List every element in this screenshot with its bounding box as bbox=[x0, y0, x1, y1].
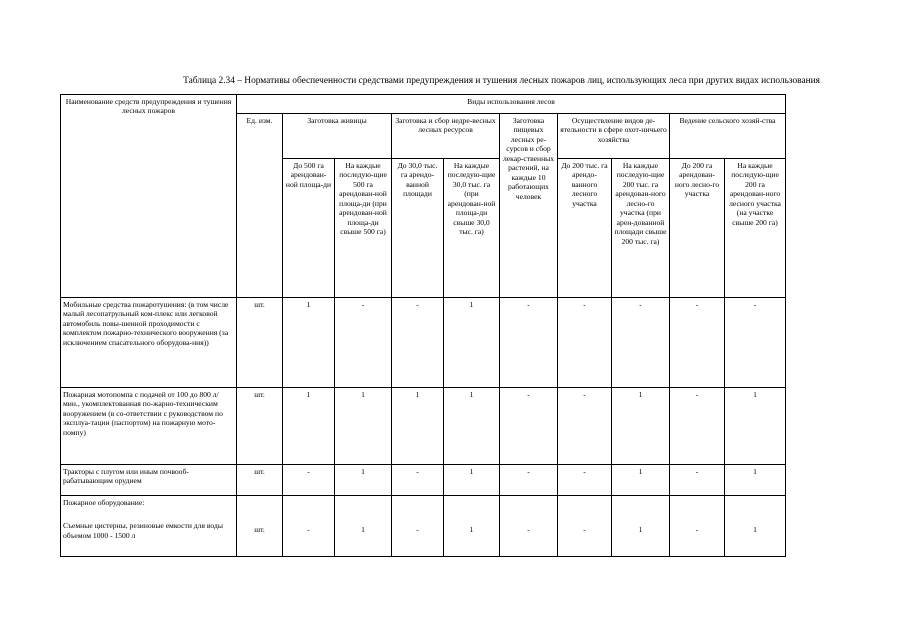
cell-value: - bbox=[500, 496, 558, 557]
cell-value: 1 bbox=[725, 496, 786, 557]
cell-value: 1 bbox=[444, 388, 500, 465]
cell-value: 1 bbox=[612, 388, 670, 465]
cell-value: - bbox=[558, 388, 612, 465]
row-unit: шт. bbox=[237, 496, 283, 557]
cell-value: 1 bbox=[612, 465, 670, 496]
cell-value: 1 bbox=[725, 388, 786, 465]
cell-value: 1 bbox=[612, 496, 670, 557]
header-unit-col: Ед. изм. bbox=[237, 114, 283, 298]
cell-value: - bbox=[392, 496, 444, 557]
table-row bbox=[61, 388, 786, 465]
cell-value: 1 bbox=[335, 388, 392, 465]
row-name: Пожарная мотопомпа с подачей от 100 до 800 л/мин., укомплектованная по-жарно-техническим вооружением (в со-ответствии с руководством по эксплуа-тации (паспортом) на пожарную мото-помпу) bbox=[61, 388, 237, 465]
table-row bbox=[61, 465, 786, 496]
cell-value: - bbox=[392, 465, 444, 496]
table-row bbox=[61, 496, 786, 557]
cell-value: 1 bbox=[444, 496, 500, 557]
row-unit: шт. bbox=[237, 388, 283, 465]
cell-value: - bbox=[558, 298, 612, 388]
row-name-text: Съемные цистерны, резиновые емкости для воды объемом 1000 - 1500 л bbox=[63, 521, 223, 540]
header-group-agriculture: Ведение сельского хозяй-ства bbox=[670, 114, 786, 159]
cell-value: 1 bbox=[283, 388, 335, 465]
cell-value: - bbox=[670, 496, 725, 557]
header-group-nonwood: Заготовка и сбор недре-весных лесных ресурсов bbox=[392, 114, 500, 159]
cell-value: - bbox=[612, 298, 670, 388]
subheader-resin-extra: На каждые последую-щие 500 га арендован-ной площа-ди (при арендован-ной площа-ди свыше 500 га) bbox=[335, 159, 392, 298]
subheader-agriculture-extra: На каждые последую-щие 200 га арендован-ного лесного участка (на участке свыше 200 га) bbox=[725, 159, 786, 298]
header-name-col: Наименование средств предупреждения и тушения лесных пожаров bbox=[61, 95, 237, 298]
cell-value: - bbox=[670, 465, 725, 496]
row-name bbox=[61, 496, 237, 557]
row-unit: шт. bbox=[237, 298, 283, 388]
header-group-food: Заготовка пищевых лесных ре-сурсов и сбор лекар-ственных растений, на каждые 10 работающих человек bbox=[500, 114, 558, 298]
cell-value: - bbox=[283, 465, 335, 496]
cell-value: - bbox=[558, 496, 612, 557]
cell-value: - bbox=[500, 298, 558, 388]
cell-value: - bbox=[670, 388, 725, 465]
cell-value: - bbox=[670, 298, 725, 388]
subheader-hunting-base: До 200 тыс. га арендо-ванного лесного участка bbox=[558, 159, 612, 298]
norms-table bbox=[60, 94, 786, 557]
cell-value: 1 bbox=[444, 465, 500, 496]
cell-value: - bbox=[725, 298, 786, 388]
row-name-section-title: Пожарное оборудование: bbox=[63, 498, 145, 507]
cell-value: 1 bbox=[283, 298, 335, 388]
subheader-nonwood-extra: На каждые последую-щие 30,0 тыс. га (при арендован-ной площа-ди свыше 30,0 тыс. га) bbox=[444, 159, 500, 298]
header-uses-of-forests: Виды использования лесов bbox=[237, 95, 786, 114]
row-name: Мобильные средства пожаротушения: (в том числе малый лесопатрульный ком-плекс или легковой автомобиль повы-шенной проходимости с комплектом пожарно-технического вооружения (за исключением спасательного оборудова-ния)) bbox=[61, 298, 237, 388]
cell-value: 1 bbox=[335, 465, 392, 496]
cell-value: 1 bbox=[335, 496, 392, 557]
subheader-nonwood-base: До 30,0 тыс. га арендо-ванной площади bbox=[392, 159, 444, 298]
header-row-1 bbox=[61, 95, 786, 114]
cell-value: - bbox=[500, 465, 558, 496]
cell-value: - bbox=[283, 496, 335, 557]
subheader-resin-base: До 500 га арендован-ной площа-ди bbox=[283, 159, 335, 298]
cell-value: - bbox=[500, 388, 558, 465]
subheader-agriculture-base: До 200 га арендован-ного лесно-го участка bbox=[670, 159, 725, 298]
cell-value: - bbox=[558, 465, 612, 496]
header-group-resin: Заготовка живицы bbox=[283, 114, 392, 159]
cell-value: 1 bbox=[392, 388, 444, 465]
cell-value: - bbox=[335, 298, 392, 388]
cell-value: - bbox=[392, 298, 444, 388]
cell-value: 1 bbox=[444, 298, 500, 388]
table-caption: Таблица 2.34 – Нормативы обеспеченности средствами предупреждения и тушения лесных пожаров лиц, использующих леса при других видах использования bbox=[183, 76, 820, 86]
cell-value: 1 bbox=[725, 465, 786, 496]
row-name: Тракторы с плугом или иным почвооб-рабатывающим орудием bbox=[61, 465, 237, 496]
row-unit: шт. bbox=[237, 465, 283, 496]
table-row bbox=[61, 298, 786, 388]
subheader-hunting-extra: На каждые последую-щие 200 тыс. га арендован-ного лесно-го участка (при арен-дованной площади свыше 200 тыс. га) bbox=[612, 159, 670, 298]
header-group-hunting: Осуществление видов де-ятельности в сфере охот-ничьего хозяйства bbox=[558, 114, 670, 159]
